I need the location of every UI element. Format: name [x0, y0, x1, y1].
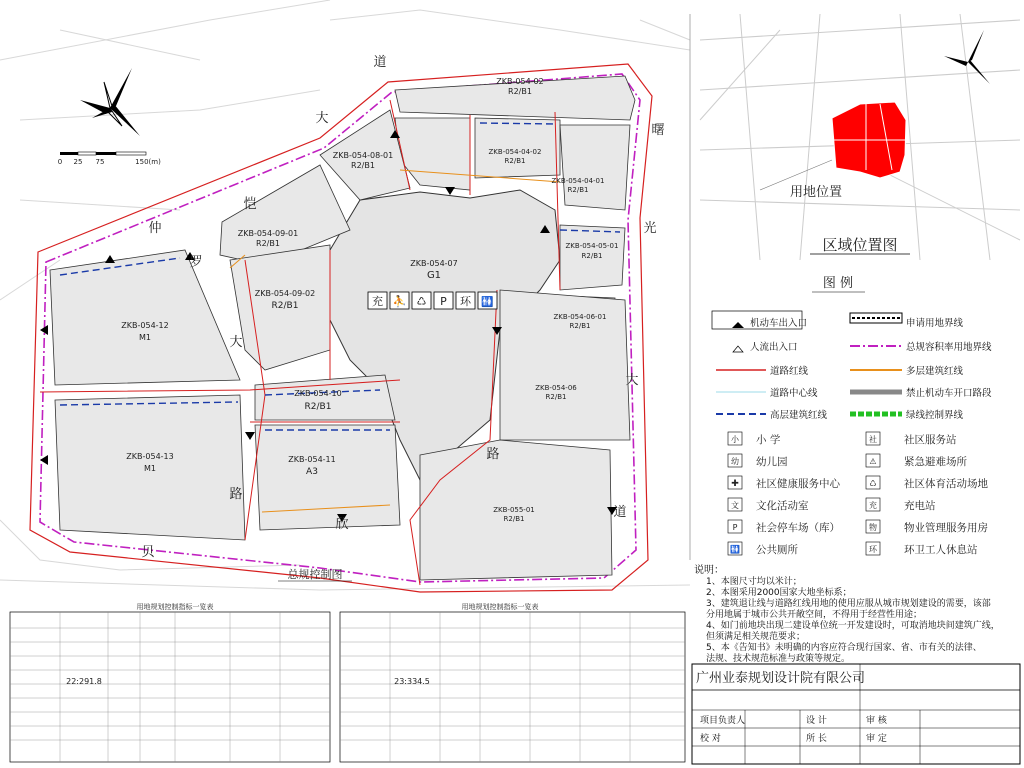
title-cell: 所 长 [806, 734, 827, 744]
notes [694, 563, 1000, 664]
legend-line-label: 绿线控制界线 [906, 410, 964, 421]
road-name-char: 欣 [335, 517, 349, 532]
legend-symbol-label: 幼儿园 [756, 456, 788, 468]
parking-icon: P [440, 295, 447, 308]
parcel-use: G1 [426, 270, 442, 281]
legend-title: 图 例 [822, 276, 854, 291]
region-map-title: 区域位置图 [822, 236, 898, 254]
parcel-use: M1 [144, 464, 156, 473]
note-line: 分用地属于城市公共开敞空间，不得用于经营性用途； [706, 610, 923, 620]
road-name-char: 恺 [243, 197, 257, 212]
legend-symbol-label: 社会停车场（库） [756, 522, 840, 534]
line-legend [712, 311, 992, 421]
road-name-char: 路 [229, 487, 243, 502]
legend-line-label: 总规容积率用地界线 [906, 342, 992, 353]
school-icon: 小 [731, 435, 739, 444]
plan-title [278, 567, 352, 581]
road-name-char: 路 [486, 447, 500, 462]
legend-line-label: 高层建筑红线 [770, 410, 828, 421]
parcel-use: R2/B1 [545, 393, 567, 401]
title-block [692, 664, 1020, 764]
road-name-char: 罗 [189, 255, 203, 270]
title-cell: 设 计 [806, 716, 827, 726]
parcel-label: ZKB-054-08-01 [332, 151, 394, 160]
charging-icon: 充 [372, 295, 383, 308]
title-cell: 项目负责人 [700, 716, 746, 726]
region-map [700, 14, 1020, 260]
kindergarten-icon: 幼 [731, 457, 739, 466]
legend-line-label: 人流出入口 [750, 342, 798, 353]
scale-tick: 75 [95, 158, 105, 166]
parcel-use: R2/B1 [569, 322, 591, 330]
health-center-icon: ✚ [731, 479, 739, 489]
property-management-icon: 物 [869, 523, 877, 532]
title-cell: 校 对 [700, 734, 721, 744]
scale-tick: 0 [57, 158, 63, 166]
note-line: 但须满足相关规范要求； [706, 632, 806, 642]
note-line: 3、建筑退让线与道路红线用地的使用应服从城市规划建设的需要，该部 [706, 599, 991, 609]
legend-symbol-label: 充电站 [904, 500, 936, 512]
road-name-char: 光 [643, 221, 657, 236]
parcel-use: A3 [306, 467, 318, 477]
scale-tick: 25 [73, 158, 83, 166]
legend-symbol-label: 紧急避难场所 [904, 456, 967, 468]
public-toilet-icon: 🚻 [730, 545, 740, 554]
legend-line-label: 道路中心线 [770, 388, 818, 399]
legend-line-label: 多层建筑红线 [906, 366, 964, 377]
sports-icon: ♺ [416, 295, 427, 308]
legend-line-label: 禁止机动车开口路段 [906, 388, 992, 399]
table-area: 22:291.8 [66, 677, 102, 686]
legend-symbol-label: 文化活动室 [756, 500, 809, 512]
legend-line-label: 道路红线 [770, 366, 809, 377]
refuge-icon: ⛹ [392, 295, 407, 308]
road-name-char: 大 [625, 373, 639, 388]
parcel-label: ZKB-054-09-02 [254, 289, 316, 298]
company-name: 广州业泰规划设计院有限公司 [696, 671, 866, 686]
charging-station-icon: 充 [869, 501, 877, 510]
title-cell: 审 定 [866, 734, 887, 744]
legend-symbol-label: 社区体育活动场地 [904, 478, 988, 490]
parcel-label: ZKB-054-07 [410, 259, 458, 268]
parcel-use: R2/B1 [304, 402, 332, 412]
parcel-use: R2/B1 [504, 157, 526, 165]
control-table-2 [340, 602, 685, 762]
parcel-label: ZKB-054-06-01 [553, 313, 607, 321]
parcel-use: R2/B1 [256, 239, 280, 248]
table-area: 23:334.5 [394, 677, 430, 686]
sports-field-icon: ♺ [869, 479, 877, 488]
parcel-label: ZKB-054-10 [294, 389, 342, 398]
parcel-label: ZKB-054-02 [496, 77, 544, 86]
note-line: 1、本图尺寸均以米计； [706, 577, 802, 587]
legend-symbol-label: 社区健康服务中心 [756, 478, 840, 490]
parcel-label: ZKB-054-12 [121, 321, 169, 330]
parcel-label: ZKB-054-11 [288, 455, 336, 464]
scale-tick: 150(m) [135, 158, 161, 166]
road-name-char: 道 [373, 55, 387, 70]
parcel-label: ZKB-054-13 [126, 452, 174, 461]
road-name-char: 仲 [148, 221, 162, 236]
parcel-label: ZKB-054-04-01 [551, 177, 605, 185]
parcel-use: R2/B1 [503, 515, 525, 523]
parcel-label: ZKB-055-01 [493, 506, 535, 514]
open-arrow-icon [733, 346, 743, 352]
legend-symbol-label: 环卫工人休息站 [904, 544, 978, 556]
land-location-label: 用地位置 [790, 185, 843, 200]
road-name-char: 曙 [651, 123, 665, 138]
parcel-use: R2/B1 [567, 186, 589, 194]
community-service-icon: 社 [869, 435, 877, 444]
sanitation-icon: 环 [460, 295, 471, 308]
legend-line-label: 申请用地界线 [906, 318, 964, 329]
parcel-use: R2/B1 [351, 161, 375, 170]
road-name-char: 道 [613, 505, 627, 520]
note-line: 5、本《告知书》未明确的内容应符合现行国家、省、市有关的法律、 [706, 643, 982, 653]
legend-symbol-label: 物业管理服务用房 [904, 522, 988, 534]
parcel-use: M1 [139, 333, 151, 342]
legend-symbol-label: 公共厕所 [756, 544, 798, 556]
table-title: 用地规划控制指标一览表 [461, 603, 539, 611]
svg-text:总规控制图: 总规控制图 [287, 568, 343, 581]
scale-bar [58, 152, 161, 166]
title-cell: 审 核 [866, 716, 887, 726]
north-arrow-icon [80, 68, 140, 136]
parcel-use: R2/B1 [581, 252, 603, 260]
road-name-char: 大 [315, 111, 329, 126]
north-arrow-icon [944, 30, 990, 84]
sanitation-rest-icon: 环 [869, 545, 877, 554]
notes-title: 说明： [694, 565, 724, 576]
parcel-label: ZKB-054-06 [535, 384, 577, 392]
parcel-label: ZKB-054-04-02 [488, 148, 542, 156]
toilet-icon: 🚻 [481, 297, 494, 308]
note-line: 4、如门前地块出现二建设单位统一开发建设时，可取消地块间建筑广线， [706, 621, 1000, 631]
note-line: 2、本图采用2000国家大地坐标系； [706, 588, 852, 598]
symbol-legend [728, 432, 988, 556]
parcel-label: ZKB-054-09-01 [237, 229, 299, 238]
parcel-label: ZKB-054-05-01 [565, 242, 619, 250]
culture-room-icon: 文 [731, 501, 739, 510]
legend-line-label: 机动车出入口 [750, 318, 808, 329]
road-name-char: 贝 [141, 545, 155, 560]
parking-icon: P [732, 523, 738, 532]
table-title: 用地规划控制指标一览表 [136, 603, 214, 611]
road-name-char: 大 [229, 335, 243, 350]
note-line: 法规、技术规范标准与政策等规定。 [706, 654, 851, 664]
parcel-use: R2/B1 [271, 301, 299, 311]
control-table-1 [10, 602, 330, 762]
parcel-use: R2/B1 [508, 87, 532, 96]
refuge-icon: ⚠ [869, 457, 877, 466]
legend-symbol-label: 小 学 [756, 434, 781, 446]
legend-symbol-label: 社区服务站 [904, 434, 957, 446]
